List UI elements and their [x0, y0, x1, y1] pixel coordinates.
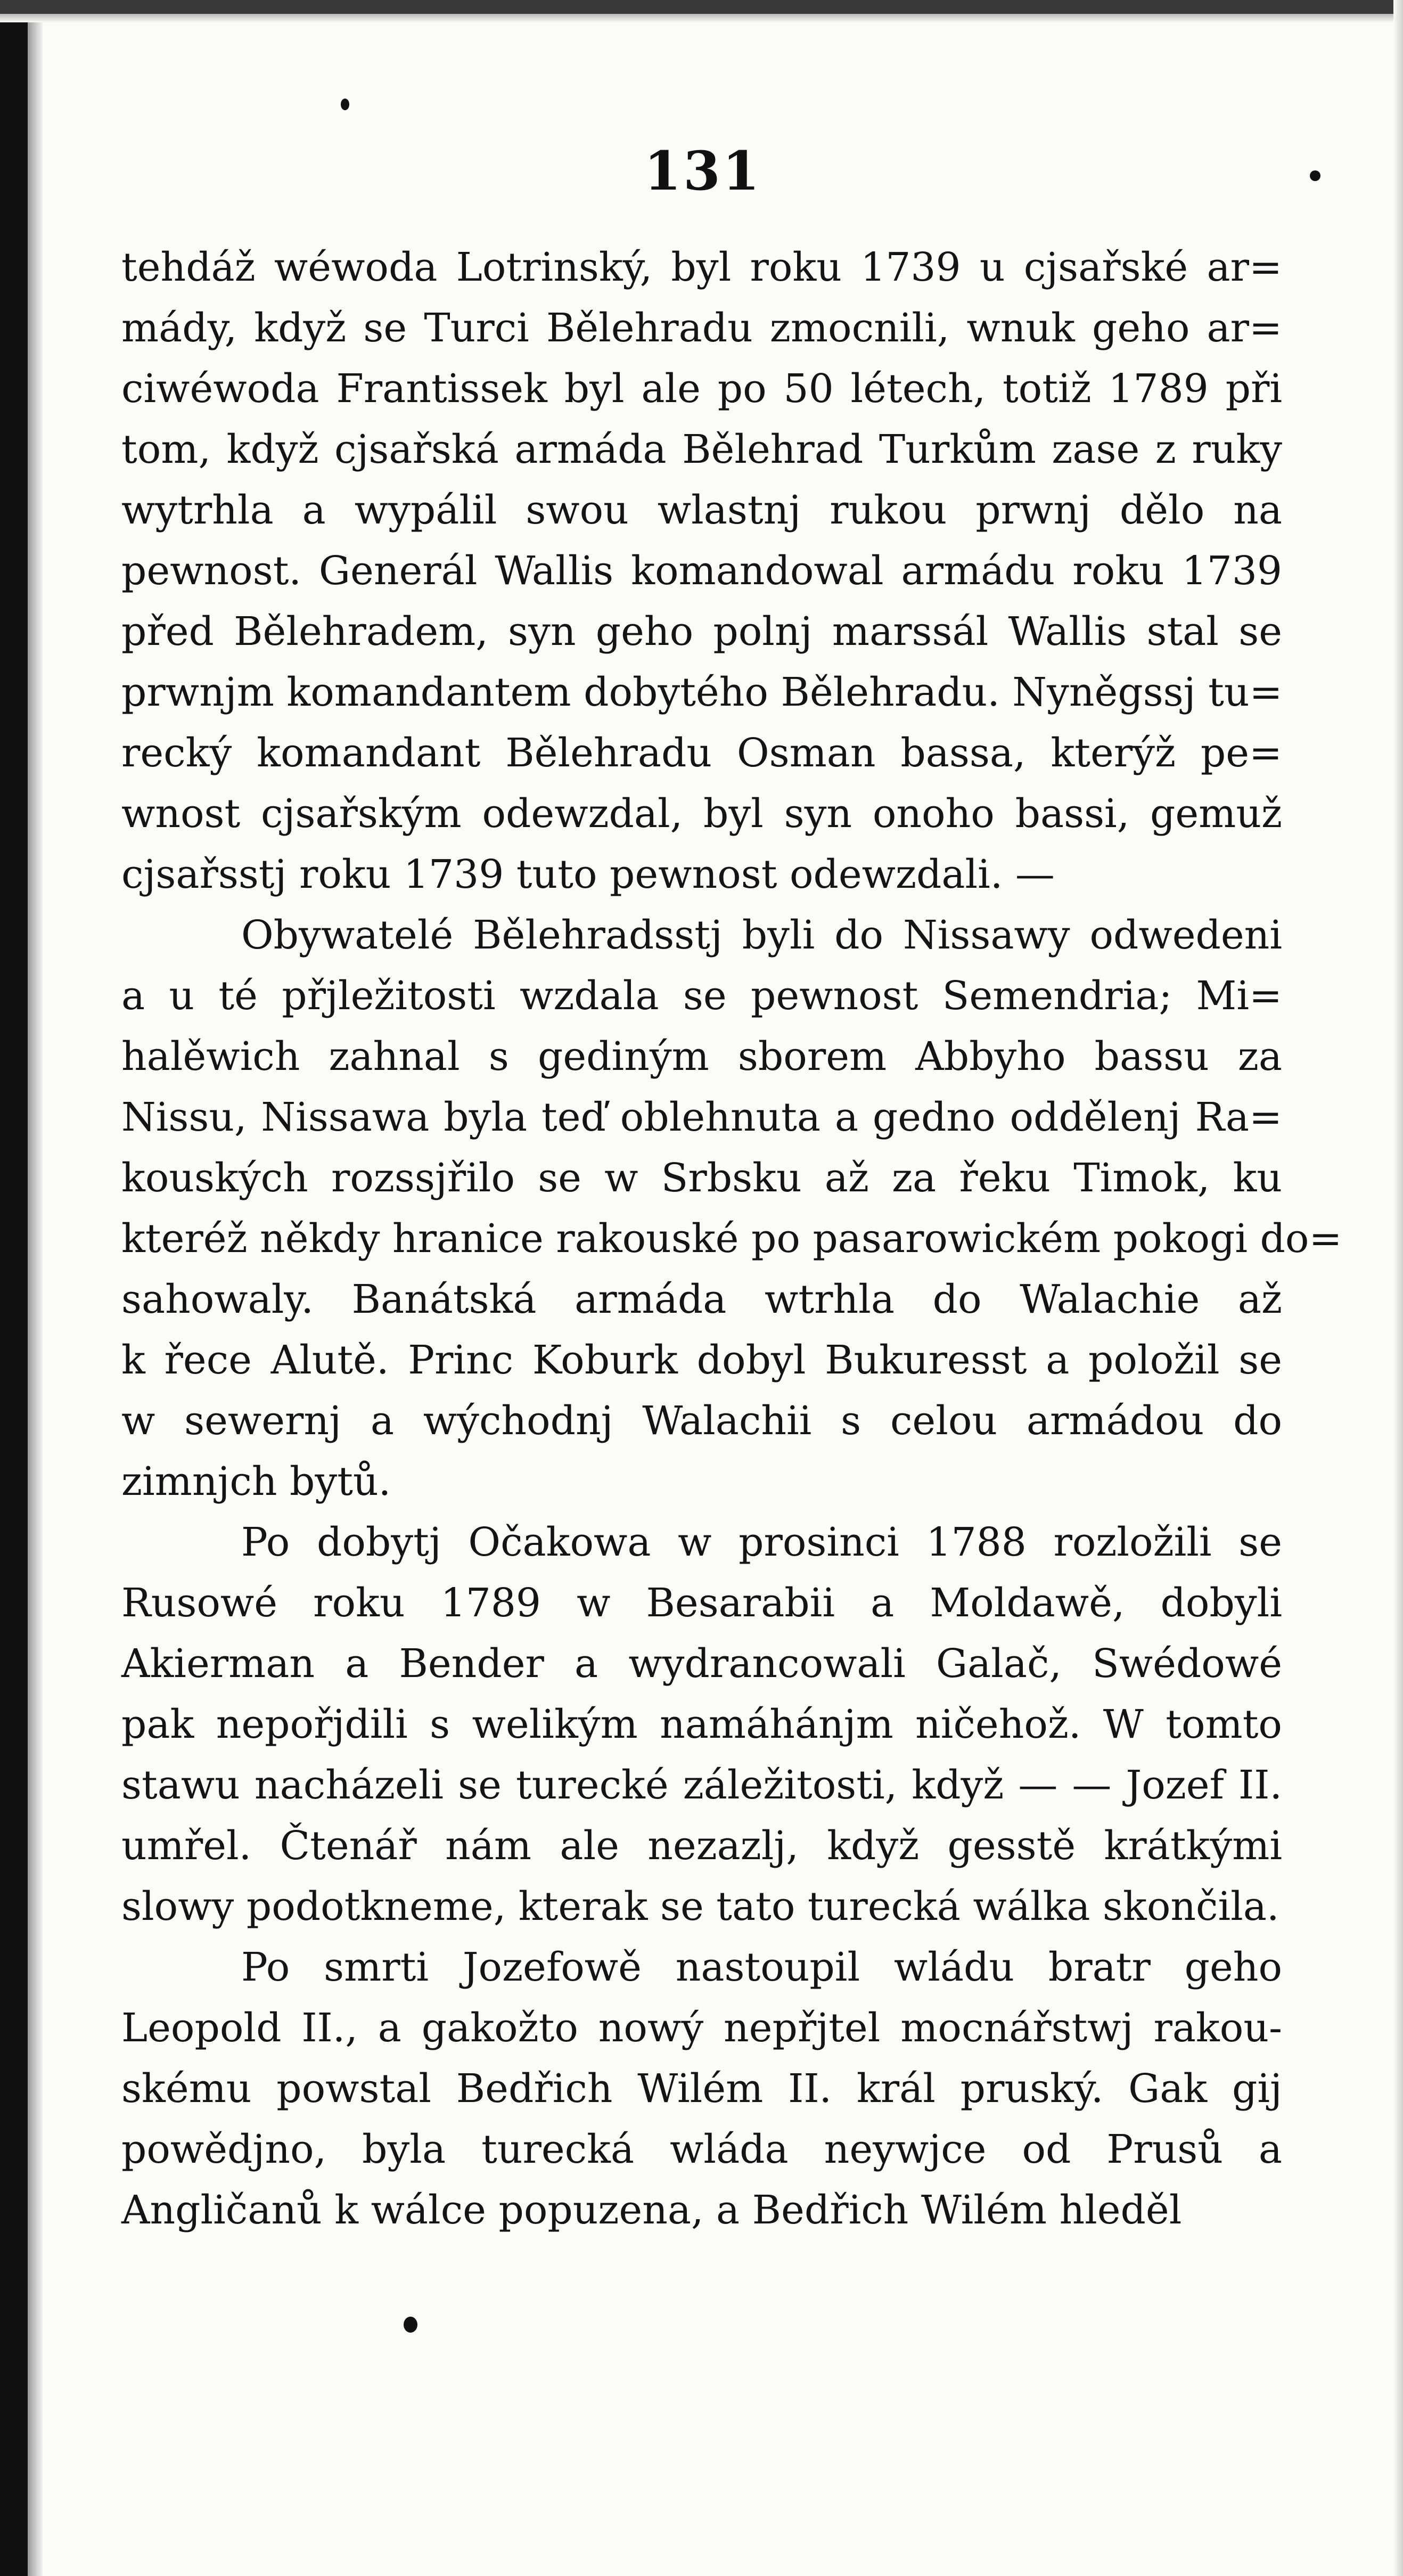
text-line: w sewernj a wýchodnj Walachii s celou armádou do [121, 1398, 1282, 1444]
text-line: Angličanů k wálce popuzena, a Bedřich Wilém hleděl [121, 2187, 1182, 2233]
ink-speck [404, 2317, 417, 2333]
text-line: mády, když se Turci Bělehradu zmocnili, wnuk geho ar= [121, 305, 1282, 351]
top-scan-shadow [0, 14, 1403, 22]
text-line: kteréž někdy hranice rakouské po pasarowickém pokogi do= [121, 1216, 1342, 1262]
text-line: před Bělehradem, syn geho polnj marssál Wallis stal se [121, 609, 1282, 655]
ink-speck [1310, 170, 1320, 181]
text-line: recký komandant Bělehradu Osman bassa, kterýž pe= [121, 730, 1282, 776]
body-text [121, 237, 1342, 2240]
text-line: wnost cjsařským odewzdal, byl syn onoho bassi, gemuž [121, 791, 1282, 837]
text-line: Leopold II., a gakožto nowý nepřjtel mocnářstwj rakou- [121, 2005, 1282, 2051]
text-line: a u té přjležitosti wzdala se pewnost Semendria; Mi= [121, 973, 1282, 1019]
text-line: skému powstal Bedřich Wilém II. král pruský. Gak gij [121, 2066, 1282, 2112]
text-line: sahowaly. Banátská armáda wtrhla do Walachie až [121, 1277, 1282, 1322]
text-line: zimnjch bytů. [121, 1459, 391, 1504]
right-scan-edge [1393, 0, 1403, 2576]
paragraph-start-line: Po smrti Jozefowě nastoupil wládu bratr geho [241, 1944, 1282, 1990]
text-line: halěwich zahnal s gediným sborem Abbyho bassu za [121, 1034, 1282, 1080]
text-line: k řece Alutě. Princ Koburk dobyl Bukuresst a položil se [121, 1337, 1282, 1383]
text-line: cjsařsstj roku 1739 tuto pewnost odewzdali. — [121, 852, 1055, 897]
text-line: kouských rozssjřilo se w Srbsku až za řeku Timok, ku [121, 1155, 1282, 1201]
text-line: stawu nacházeli se turecké záležitosti, když — — Jozef II. [121, 1762, 1282, 1808]
text-line: Rusowé roku 1789 w Besarabii a Moldawě, dobyli [121, 1580, 1282, 1626]
top-scan-edge [0, 0, 1403, 14]
text-line: powědjno, byla turecká wláda neywjce od Prusů a [121, 2127, 1282, 2172]
page-number: 131 [644, 140, 762, 202]
text-line: prwnjm komandantem dobytého Bělehradu. Nyněgssj tu= [121, 669, 1283, 715]
text-line: pak nepořjdili s welikým namáhánjm ničehož. W tomto [121, 1702, 1282, 1747]
text-line: slowy podotkneme, kterak se tato turecká wálka skončila. [121, 1884, 1279, 1929]
text-line: pewnost. Generál Wallis komandowal armádu roku 1739 [121, 548, 1282, 594]
text-line: tehdáž wéwoda Lotrinský, byl roku 1739 u cjsařské ar= [121, 244, 1282, 290]
text-line: wytrhla a wypálil swou wlastnj rukou prwnj dělo na [121, 487, 1282, 533]
text-line: umřel. Čtenář nám ale nezazlj, když gesstě krátkými [121, 1823, 1282, 1869]
text-line: ciwéwoda Frantissek byl ale po 50 létech, totiž 1789 při [121, 366, 1282, 412]
text-line: Akierman a Bender a wydrancowali Galač, Swédowé [121, 1641, 1282, 1687]
paragraph-start-line: Obywatelé Bělehradsstj byli do Nissawy odwedeni [241, 912, 1282, 958]
text-line: tom, když cjsařská armáda Bělehrad Turkům zase z ruky [121, 427, 1282, 472]
binding-edge [0, 0, 28, 2576]
binding-shadow [28, 0, 43, 2576]
ink-speck [341, 99, 349, 110]
text-line: Nissu, Nissawa byla teď oblehnuta a gedno oddělenj Ra= [121, 1094, 1282, 1140]
paragraph-start-line: Po dobytj Očakowa w prosinci 1788 rozložili se [241, 1519, 1282, 1565]
